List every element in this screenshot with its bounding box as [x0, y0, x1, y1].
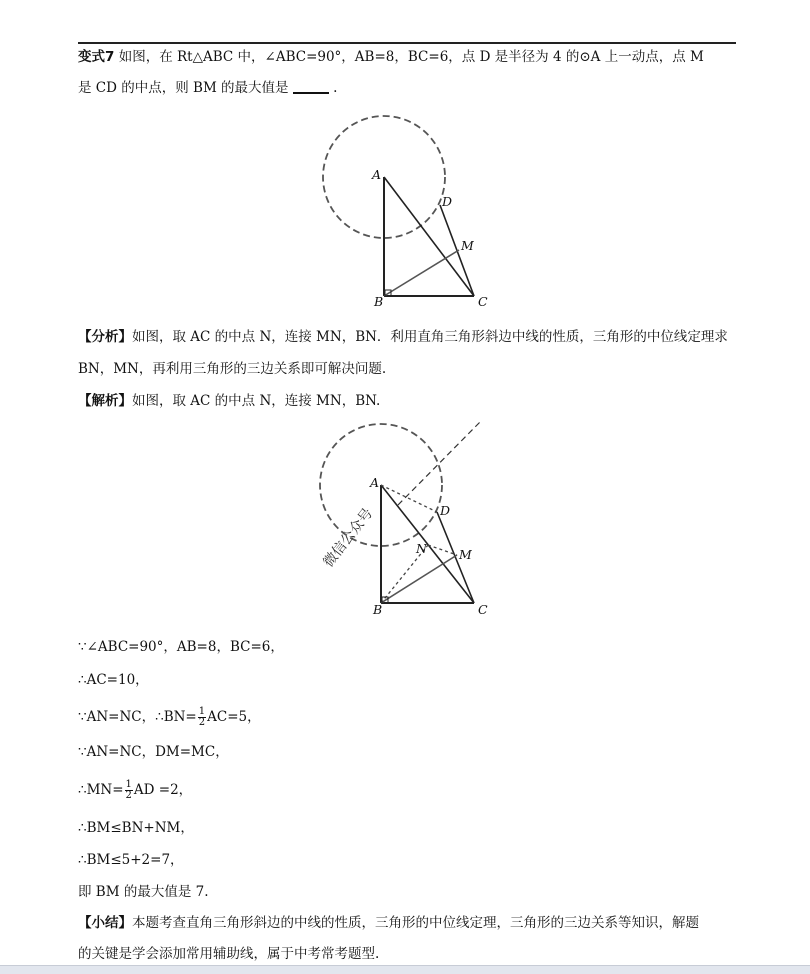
- summary-tag: 【小结】: [78, 915, 132, 931]
- fraction-num: 1: [198, 706, 206, 717]
- summary-text-2: 的关键是学会添加常用辅助线，属于中考常考题型.: [78, 946, 380, 962]
- analysis-text-1: 如图，取 AC 的中点 N，连接 MN，BN．利用直角三角形斜边中线的性质，三角形的中位线定理求: [132, 329, 728, 345]
- fraction-num-2: 1: [125, 779, 132, 790]
- watermark-stroke: [398, 420, 482, 505]
- step-3-pre: ∵AN=NC，∴BN=: [78, 709, 197, 725]
- step-1: ∵∠ABC=90°，AB=8，BC=6，: [78, 639, 284, 655]
- solution-tag: 【解析】: [78, 393, 132, 409]
- step-5-pre: ∴MN=: [78, 782, 124, 798]
- label-m: M: [461, 238, 474, 253]
- analysis-tag: 【分析】: [78, 329, 132, 345]
- step-8: 即 BM 的最大值是 7.: [78, 884, 209, 900]
- fraction-den-2: 2: [125, 790, 132, 801]
- summary-line-1: [78, 914, 699, 932]
- step-5-post: AD =2，: [133, 782, 193, 798]
- watermark-text: 微信公众号: [320, 505, 377, 571]
- segment-ad-dashed: [381, 485, 437, 512]
- summary-text-1: 本题考查直角三角形斜边的中线的性质，三角形的中位线定理，三角形的三边关系等知识，解题: [132, 915, 699, 931]
- step-6: ∴BM≤BN+NM，: [78, 820, 194, 836]
- label-d-2: D: [440, 503, 451, 518]
- step-2: ∴AC=10，: [78, 672, 149, 688]
- label-c: C: [478, 294, 488, 309]
- segment-bm-2: [381, 555, 457, 603]
- step-3-post: AC=5，: [207, 709, 261, 725]
- label-b: B: [374, 294, 384, 309]
- step-3: [78, 707, 261, 728]
- label-b-2: B: [373, 602, 383, 617]
- fraction-half: [198, 707, 206, 728]
- problem-tag: 变式7: [78, 49, 115, 65]
- label-a: A: [372, 167, 382, 182]
- step-5: [78, 780, 192, 801]
- fraction-half-2: [125, 780, 133, 801]
- problem-text-2-end: .: [333, 80, 338, 96]
- step-7: ∴BM≤5+2=7，: [78, 852, 184, 868]
- problem-text-1: 如图，在 Rt△ABC 中，∠ABC=90°，AB=8，BC=6，点 D 是半径为 4 的⊙A 上一动点，点 M: [118, 49, 704, 65]
- summary-line-2: [78, 945, 379, 963]
- label-c-2: C: [478, 602, 488, 617]
- fraction-den: 2: [198, 717, 206, 728]
- problem-text-2: 是 CD 的中点，则 BM 的最大值是: [78, 80, 289, 96]
- solution-text-1: 如图，取 AC 的中点 N，连接 MN，BN.: [132, 393, 381, 409]
- label-n: N: [416, 541, 427, 556]
- label-a-2: A: [370, 475, 380, 490]
- label-m-2: M: [459, 547, 472, 562]
- label-d: D: [442, 194, 453, 209]
- analysis-text-2: BN，MN，再利用三角形的三边关系即可解决问题.: [78, 361, 387, 377]
- step-4: ∵AN=NC，DM=MC，: [78, 744, 229, 760]
